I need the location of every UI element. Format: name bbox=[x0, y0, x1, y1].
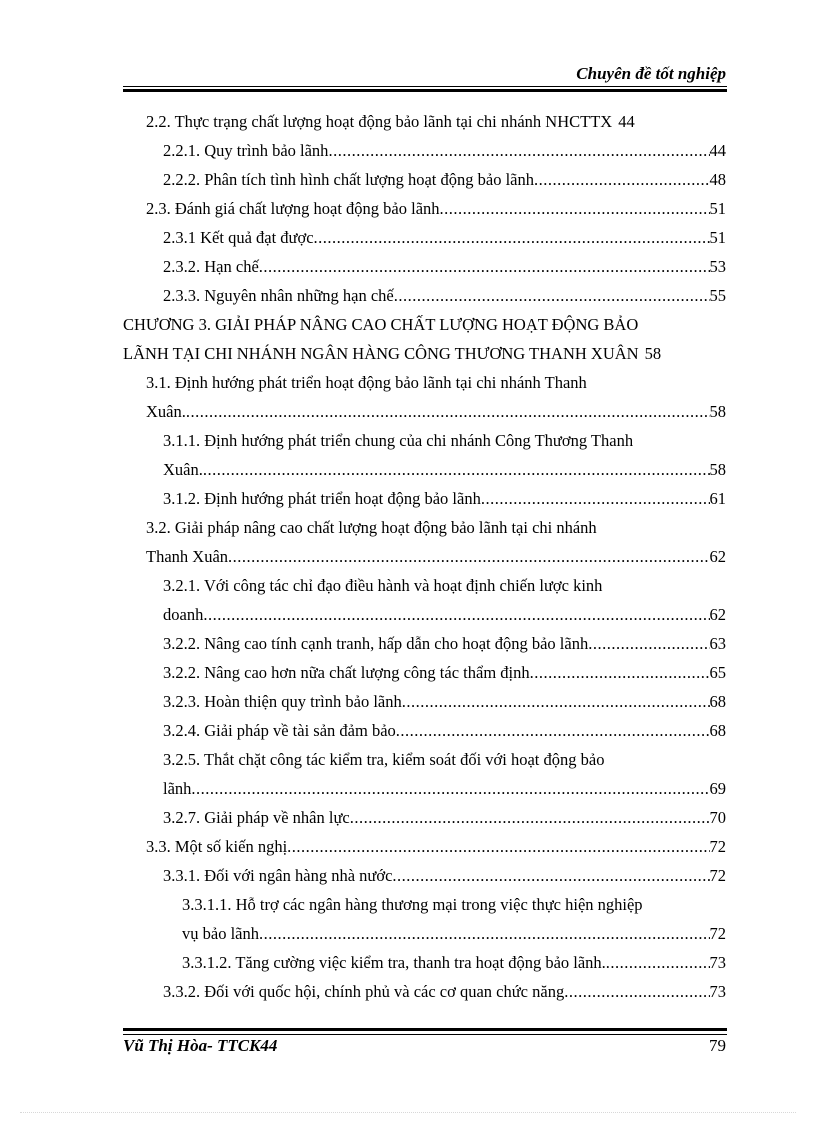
toc-entry-cont[interactable]: doanh ..... 62 bbox=[163, 601, 726, 629]
toc-entry[interactable]: 3.2.3. Hoàn thiện quy trình bảo lãnh ..... 68 bbox=[163, 688, 726, 716]
toc-entry[interactable]: 3.2.5. Thắt chặt công tác kiểm tra, kiểm soát đối với hoạt động bảo bbox=[163, 750, 605, 769]
toc-entry[interactable]: 2.2.2. Phân tích tình hình chất lượng hoạt động bảo lãnh ..... 48 bbox=[163, 166, 726, 194]
toc-entry[interactable]: 2.2.1. Quy trình bảo lãnh ..... 44 bbox=[163, 137, 726, 165]
header-rule-bottom bbox=[123, 89, 727, 92]
toc-chapter-heading-cont[interactable]: LÃNH TẠI CHI NHÁNH NGÂN HÀNG CÔNG THƯƠNG THANH XUÂN 58 bbox=[123, 344, 662, 363]
footer-page-number: 79 bbox=[709, 1036, 726, 1055]
toc-entry[interactable]: 3.2.2. Nâng cao tính cạnh tranh, hấp dẫn cho hoạt động bảo lãnh ..... 63 bbox=[163, 630, 726, 658]
toc-entry[interactable]: 2.3. Đánh giá chất lượng hoạt động bảo lãnh ..... 51 bbox=[146, 195, 726, 223]
toc-entry-cont[interactable]: Thanh Xuân ..... 62 bbox=[146, 543, 726, 571]
toc-chapter-heading[interactable]: CHƯƠNG 3. GIẢI PHÁP NÂNG CAO CHẤT LƯỢNG HOẠT ĐỘNG BẢO bbox=[123, 315, 639, 334]
toc-entry[interactable]: 2.3.2. Hạn chế ..... 53 bbox=[163, 253, 726, 281]
toc-entry[interactable]: 2.3.1 Kết quả đạt được ..... 51 bbox=[163, 224, 726, 252]
footer-author: Vũ Thị Hòa- TTCK44 bbox=[123, 1036, 278, 1055]
toc-entry[interactable]: 3.1. Định hướng phát triển hoạt động bảo lãnh tại chi nhánh Thanh bbox=[146, 373, 587, 392]
toc-entry[interactable]: 3.3.1. Đối với ngân hàng nhà nước ..... 72 bbox=[163, 862, 726, 890]
toc-entry[interactable]: 3.3. Một số kiến nghị ..... 72 bbox=[146, 833, 726, 861]
toc-entry[interactable]: 3.1.1. Định hướng phát triển chung của chi nhánh Công Thương Thanh bbox=[163, 431, 634, 450]
toc-entry[interactable]: 3.2.4. Giải pháp về tài sản đảm bảo ..... 68 bbox=[163, 717, 726, 745]
toc-entry-cont[interactable]: vụ bảo lãnh ..... 72 bbox=[182, 920, 726, 948]
toc-entry[interactable]: 3.3.1.2. Tăng cường việc kiểm tra, thanh tra hoạt động bảo lãnh. ..... 73 bbox=[182, 949, 726, 977]
document-header-title: Chuyên đề tốt nghiệp bbox=[576, 64, 726, 83]
toc-entry[interactable]: 3.3.2. Đối với quốc hội, chính phủ và các cơ quan chức năng ..... 73 bbox=[163, 978, 726, 1006]
toc-entry[interactable]: 2.2. Thực trạng chất lượng hoạt động bảo lãnh tại chi nhánh NHCTTX 44 bbox=[146, 112, 635, 131]
toc-entry[interactable]: 3.2.1. Với công tác chỉ đạo điều hành và hoạt định chiến lược kinh bbox=[163, 576, 603, 595]
toc-entry-cont[interactable]: Xuân. ..... 58 bbox=[146, 398, 726, 426]
toc-entry[interactable]: 3.2.2. Nâng cao hơn nữa chất lượng công tác thẩm định ..... 65 bbox=[163, 659, 726, 687]
page-edge-divider bbox=[20, 1112, 796, 1113]
toc-entry-cont[interactable]: lãnh ..... 69 bbox=[163, 775, 726, 803]
toc-entry[interactable]: 2.3.3. Nguyên nhân những hạn chế ..... 55 bbox=[163, 282, 726, 310]
toc-entry[interactable]: 3.3.1.1. Hỗ trợ các ngân hàng thương mại trong việc thực hiện nghiệp bbox=[182, 895, 643, 914]
header-rule-top bbox=[123, 86, 727, 87]
toc-entry[interactable]: 3.2. Giải pháp nâng cao chất lượng hoạt động bảo lãnh tại chi nhánh bbox=[146, 518, 597, 537]
footer-rule-bottom bbox=[123, 1034, 727, 1035]
toc-entry[interactable]: 3.1.2. Định hướng phát triển hoạt động bảo lãnh ..... 61 bbox=[163, 485, 726, 513]
toc-entry-cont[interactable]: Xuân. ..... 58 bbox=[163, 456, 726, 484]
toc-entry[interactable]: 3.2.7. Giải pháp về nhân lực ..... 70 bbox=[163, 804, 726, 832]
footer-rule-top bbox=[123, 1028, 727, 1031]
